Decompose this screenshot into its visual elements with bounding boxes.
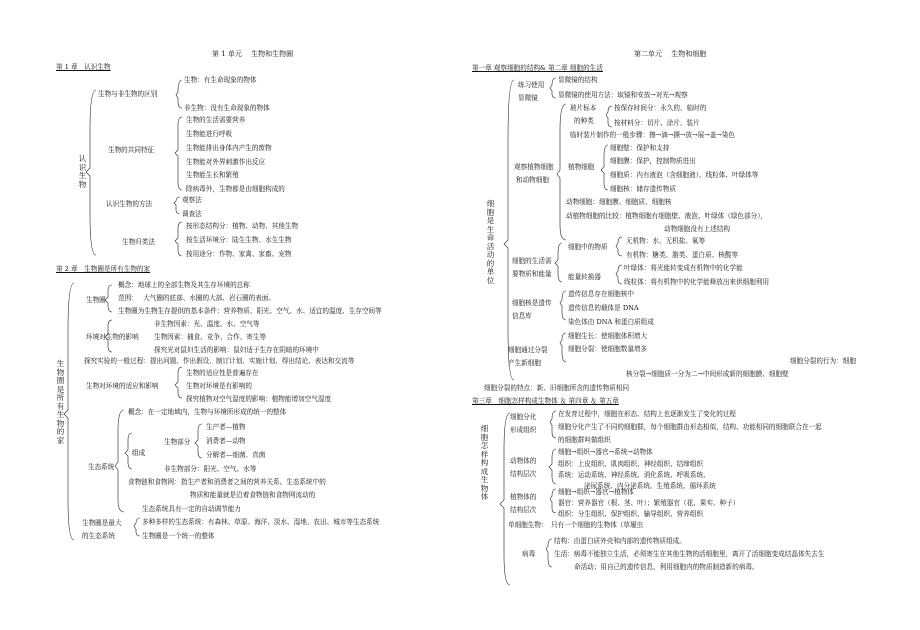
cell-matter-label: 细胞中的物质 bbox=[568, 243, 608, 251]
differentiation-b: 细胞分化产生了不同的细胞群，每个细胞群由形态相似，结构、功能相同的细胞联合在一起 bbox=[558, 423, 822, 431]
ch1-common-item: 除病毒外，生物都是由细胞构成的 bbox=[186, 185, 285, 193]
largest-eco-b: 生物圈是一个统一的整体 bbox=[142, 532, 215, 540]
ch1-common-item: 生物能对外界刺激作出反应 bbox=[186, 158, 266, 166]
ch1-method-item: 调查法 bbox=[182, 210, 202, 218]
plant-cell-cytoplasm: 细胞质：内有液泡（含细胞液）、线粒体、叶绿体等 bbox=[610, 171, 759, 179]
eco-decomposer: 分解者—细菌、真菌 bbox=[206, 451, 266, 459]
unit2-title: 第二单元 生物和细胞 bbox=[634, 50, 707, 58]
division-label: 细胞通过分裂 bbox=[508, 346, 548, 354]
specimen-1: 按保存时间分：永久的、临时的 bbox=[614, 104, 707, 112]
nucleus-b: 遗传信息的载体是 DNA bbox=[568, 304, 639, 312]
microscope-label: 练习使用 bbox=[518, 81, 545, 89]
eco-concept: 概念：在一定地域内，生物与环境所形成的统一的整体 bbox=[128, 408, 287, 416]
ch1-diff-b: 非生物：没有生命现象的物体 bbox=[184, 104, 270, 112]
cell-compare: 动植物细胞的比较：植物细胞有细胞壁、液泡、叶绿体（绿色部分）， bbox=[566, 212, 768, 220]
eco-bio-part: 生物部分 bbox=[164, 438, 191, 446]
plant-structure-label: 植物体的 bbox=[510, 493, 537, 501]
plant-cell-label: 植物细胞 bbox=[568, 163, 595, 171]
unit2-ch345-vertical: 细胞怎样构成生物体 bbox=[480, 424, 489, 501]
virus-life-2: 命活动；用自己的遗传信息，利用细胞内的物质制造新的病毒。 bbox=[574, 563, 759, 571]
adapt-item: 生物的适应性是普遍存在 bbox=[186, 369, 259, 377]
unit2-ch345-heading: 第三章 细胞怎样构成生物体 ＆ 第四章 ＆ 第五章 bbox=[472, 397, 619, 405]
microscope-b: 显微镜的使用方法：取镜和安放→对光→观察 bbox=[558, 91, 688, 99]
nucleus-c: 染色体由 DNA 和蛋白质组成 bbox=[568, 318, 654, 326]
chloroplast: 叶绿体：将光能转变成有机物中的化学能 bbox=[624, 264, 743, 272]
eco-label: 生态系统 bbox=[88, 463, 115, 471]
eco-selfreg: 生态系统具有一定的自动调节能力 bbox=[142, 505, 241, 513]
plant-structure-a: 细胞→组织→器官→植物体 bbox=[558, 488, 634, 496]
division-label-2: 产生新细胞 bbox=[508, 359, 541, 367]
observe-label-2: 和动物细胞 bbox=[516, 176, 549, 184]
eco-nonbio: 非生物部分：阳光、空气、水等 bbox=[164, 465, 257, 473]
nucleus-a: 遗传信息存在细胞核中 bbox=[568, 290, 634, 298]
ch1-methods-label: 认识生物的方法 bbox=[106, 200, 153, 208]
biosphere-provide: 生物圈为生物生存提供的基本条件：营养物质、阳光、空气、水、适宜的温度、生存空间等 bbox=[118, 307, 382, 315]
ch2-process: 探究实验的一般过程：提出问题、作出假设、制订计划、实施计划、得出结论、表达和交流等 bbox=[84, 357, 355, 365]
specimen-label-2: 的种类 bbox=[574, 117, 594, 125]
unit2-ch12-vertical: 细胞是生命活动的单位 bbox=[486, 199, 495, 285]
nucleus-label: 细胞核是遗传 bbox=[512, 299, 552, 307]
eco-composition: 组成 bbox=[132, 449, 146, 457]
plant-cell-nucleus: 细胞核：储存遗传物质 bbox=[610, 185, 676, 193]
observe-label: 观察植物细胞 bbox=[514, 163, 554, 171]
env-abiotic: 非生物因素：光、温度、水、空气等 bbox=[154, 320, 260, 328]
division-process-2: 核分裂→细胞质一分为二→中间形成新的细胞膜、细胞壁 bbox=[626, 370, 789, 378]
virus-label: 病毒 bbox=[522, 550, 536, 558]
cell-growth: 细胞生长：使细胞体积增大 bbox=[568, 332, 648, 340]
animal-structure-label: 动物体的 bbox=[510, 457, 537, 465]
unit1-title: 第 1 单元 生物和生物圈 bbox=[212, 50, 294, 58]
ch1-common-label: 生物的共同特征 bbox=[108, 146, 155, 154]
division-feature: 细胞分裂的特点：新、旧细胞所含的遗传物质相同 bbox=[484, 384, 630, 392]
virus-life: 生活：病毒不能独立生活，必须寄生在其他生物的活细胞里，离开了活细胞变成结晶体失去生 bbox=[554, 550, 825, 558]
organic: 有机物：糖类、脂类、蛋白质、核酸等 bbox=[626, 251, 739, 259]
ch1-heading: 第 1 章 认识生物 bbox=[56, 63, 111, 71]
ch1-diff-a: 生物：有生命现象的物体 bbox=[184, 76, 257, 84]
microscope-label-2: 显微镜 bbox=[518, 94, 538, 102]
animal-structure-d: 泌尿系统、内分泌系统、生殖系统、循环系统 bbox=[584, 482, 716, 490]
specimen-2: 按材料分：切片、涂片、装片 bbox=[614, 119, 700, 127]
differentiation-label: 细胞分化 bbox=[510, 413, 537, 421]
slide-steps: 临时装片制作的一般步骤：擦→滴→撕→放→展→盖→染色 bbox=[570, 131, 736, 139]
ch1-common-item: 生物的生活需要营养 bbox=[186, 116, 246, 124]
plant-cell-membrane: 细胞膜：保护，控制物质进出 bbox=[610, 157, 696, 165]
life-label-2: 要物质和能量 bbox=[512, 270, 552, 278]
largest-eco-label: 生物圈是最大 bbox=[82, 519, 122, 527]
animal-structure-c: 系统：运动系统、神经系统、消化系统、呼吸系统、 bbox=[558, 471, 710, 479]
mitochondria: 线粒体：将有机物中的化学能释放出来供细胞利用 bbox=[624, 278, 770, 286]
life-label: 细胞的生活需 bbox=[512, 257, 552, 265]
differentiation-c: 的细胞群叫做组织 bbox=[558, 436, 611, 444]
ch1-method-item: 观察法 bbox=[182, 196, 202, 204]
eco-foodchain: 食物链和食物网：指生产者和消费者之间的营养关系。生态系统中的 bbox=[128, 478, 326, 486]
plant-cell-wall: 细胞壁：保护和支持 bbox=[610, 144, 670, 152]
ch2-heading: 第 2 章 生物圈是所有生物的家 bbox=[56, 265, 151, 273]
animal-structure-a: 细胞→组织→器官→系统→动物体 bbox=[558, 448, 653, 456]
env-exp: 探究光对鼠妇生活的影响：鼠妇适于生存在阴暗的环境中 bbox=[154, 346, 319, 354]
energy-converter-label: 能量转换器 bbox=[568, 273, 601, 281]
animal-structure-label-2: 结构层次 bbox=[510, 470, 537, 478]
ch2-vertical-label: 生物圈是所有生物的家 bbox=[56, 359, 65, 445]
biosphere-label: 生物圈 bbox=[86, 296, 106, 304]
microscope-a: 显微镜的结构 bbox=[558, 76, 598, 84]
eco-producer: 生产者—植物 bbox=[206, 423, 246, 431]
animal-structure-b: 组织：上皮组织、肌肉组织、神经组织、结缔组织 bbox=[558, 460, 704, 468]
ch1-vertical-label: 认识生物 bbox=[78, 154, 87, 189]
adapt-item: 生物对环境是有影响的 bbox=[186, 382, 252, 390]
plant-structure-b: 器官：营养器官（根、茎、叶）；繁殖器官（花、果实、种子） bbox=[558, 499, 740, 507]
plant-structure-label-2: 结构层次 bbox=[510, 506, 537, 514]
animal-cell: 动物细胞：细胞膜、细胞质、细胞核 bbox=[566, 198, 672, 206]
specimen-label: 玻片标本 bbox=[570, 104, 597, 112]
biosphere-range: 范围： 大气圈的底部、水圈的大部、岩石圈的表面。 bbox=[118, 294, 276, 302]
cell-division: 细胞分裂：使细胞数量增多 bbox=[568, 345, 648, 353]
ch1-common-item: 生物能排出身体内产生的废物 bbox=[186, 144, 272, 152]
adapt-label: 生物对环境的适应和影响 bbox=[86, 382, 159, 390]
differentiation-a: 在发育过程中，细胞在形态、结构上也逐渐发生了变化的过程 bbox=[558, 410, 737, 418]
plant-structure-c: 组织：分生组织、保护组织、输导组织、营养组织 bbox=[558, 510, 704, 518]
env-label: 环境对生物的影响 bbox=[86, 333, 139, 341]
inorganic: 无机物：水、无机盐、氧等 bbox=[626, 237, 706, 245]
biosphere-concept: 概念：地球上的全部生物及其生存环境的总称 bbox=[118, 281, 250, 289]
ch1-classify-item: 按形态结构分：植物、动物、其他生物 bbox=[186, 222, 299, 230]
ch1-classify-label: 生物归类法 bbox=[122, 238, 155, 246]
ch1-common-item: 生物能生长和繁殖 bbox=[186, 171, 239, 179]
largest-eco-a: 多种多样的生态系统：有森林、草原、海洋、淡水、湿地、农田、城市等生态系统 bbox=[142, 518, 380, 526]
ch1-classify-item: 按用途分：作物、家禽、家畜、宠物 bbox=[186, 250, 292, 258]
virus-structure: 结构：由蛋白质外壳和内部的遗传物质组成。 bbox=[554, 537, 686, 545]
unit2-ch12-heading: 第一章 观察细胞的结构& 第二章 细胞的生活 bbox=[472, 64, 603, 72]
ch1-classify-item: 按生活环境分：陆生生物、水生生物 bbox=[186, 236, 292, 244]
eco-consumer: 消费者—动物 bbox=[206, 437, 246, 445]
env-biotic: 生物因素：捕食、竞争、合作、寄生等 bbox=[154, 333, 267, 341]
adapt-item: 探究植物对空气湿度的影响：植物能增加空气湿度 bbox=[186, 395, 332, 403]
single-cell-organism: 单细胞生物： 只有一个细胞的生物体（草履虫 bbox=[508, 521, 644, 529]
ch1-diff-label: 生物与非生物的区别 bbox=[98, 90, 158, 98]
cell-compare-2: 动物细胞没有上述结构 bbox=[664, 225, 730, 233]
differentiation-label-2: 形成组织 bbox=[510, 426, 537, 434]
nucleus-label-2: 信息库 bbox=[512, 312, 532, 320]
ch1-common-item: 生物能进行呼吸 bbox=[186, 130, 233, 138]
division-process: 细胞分裂的行为：细胞 bbox=[790, 357, 856, 365]
eco-foodchain-2: 物质和能量就是沿着食物链和食物网流动的 bbox=[190, 491, 316, 499]
largest-eco-label-2: 的生态系统 bbox=[82, 532, 115, 540]
